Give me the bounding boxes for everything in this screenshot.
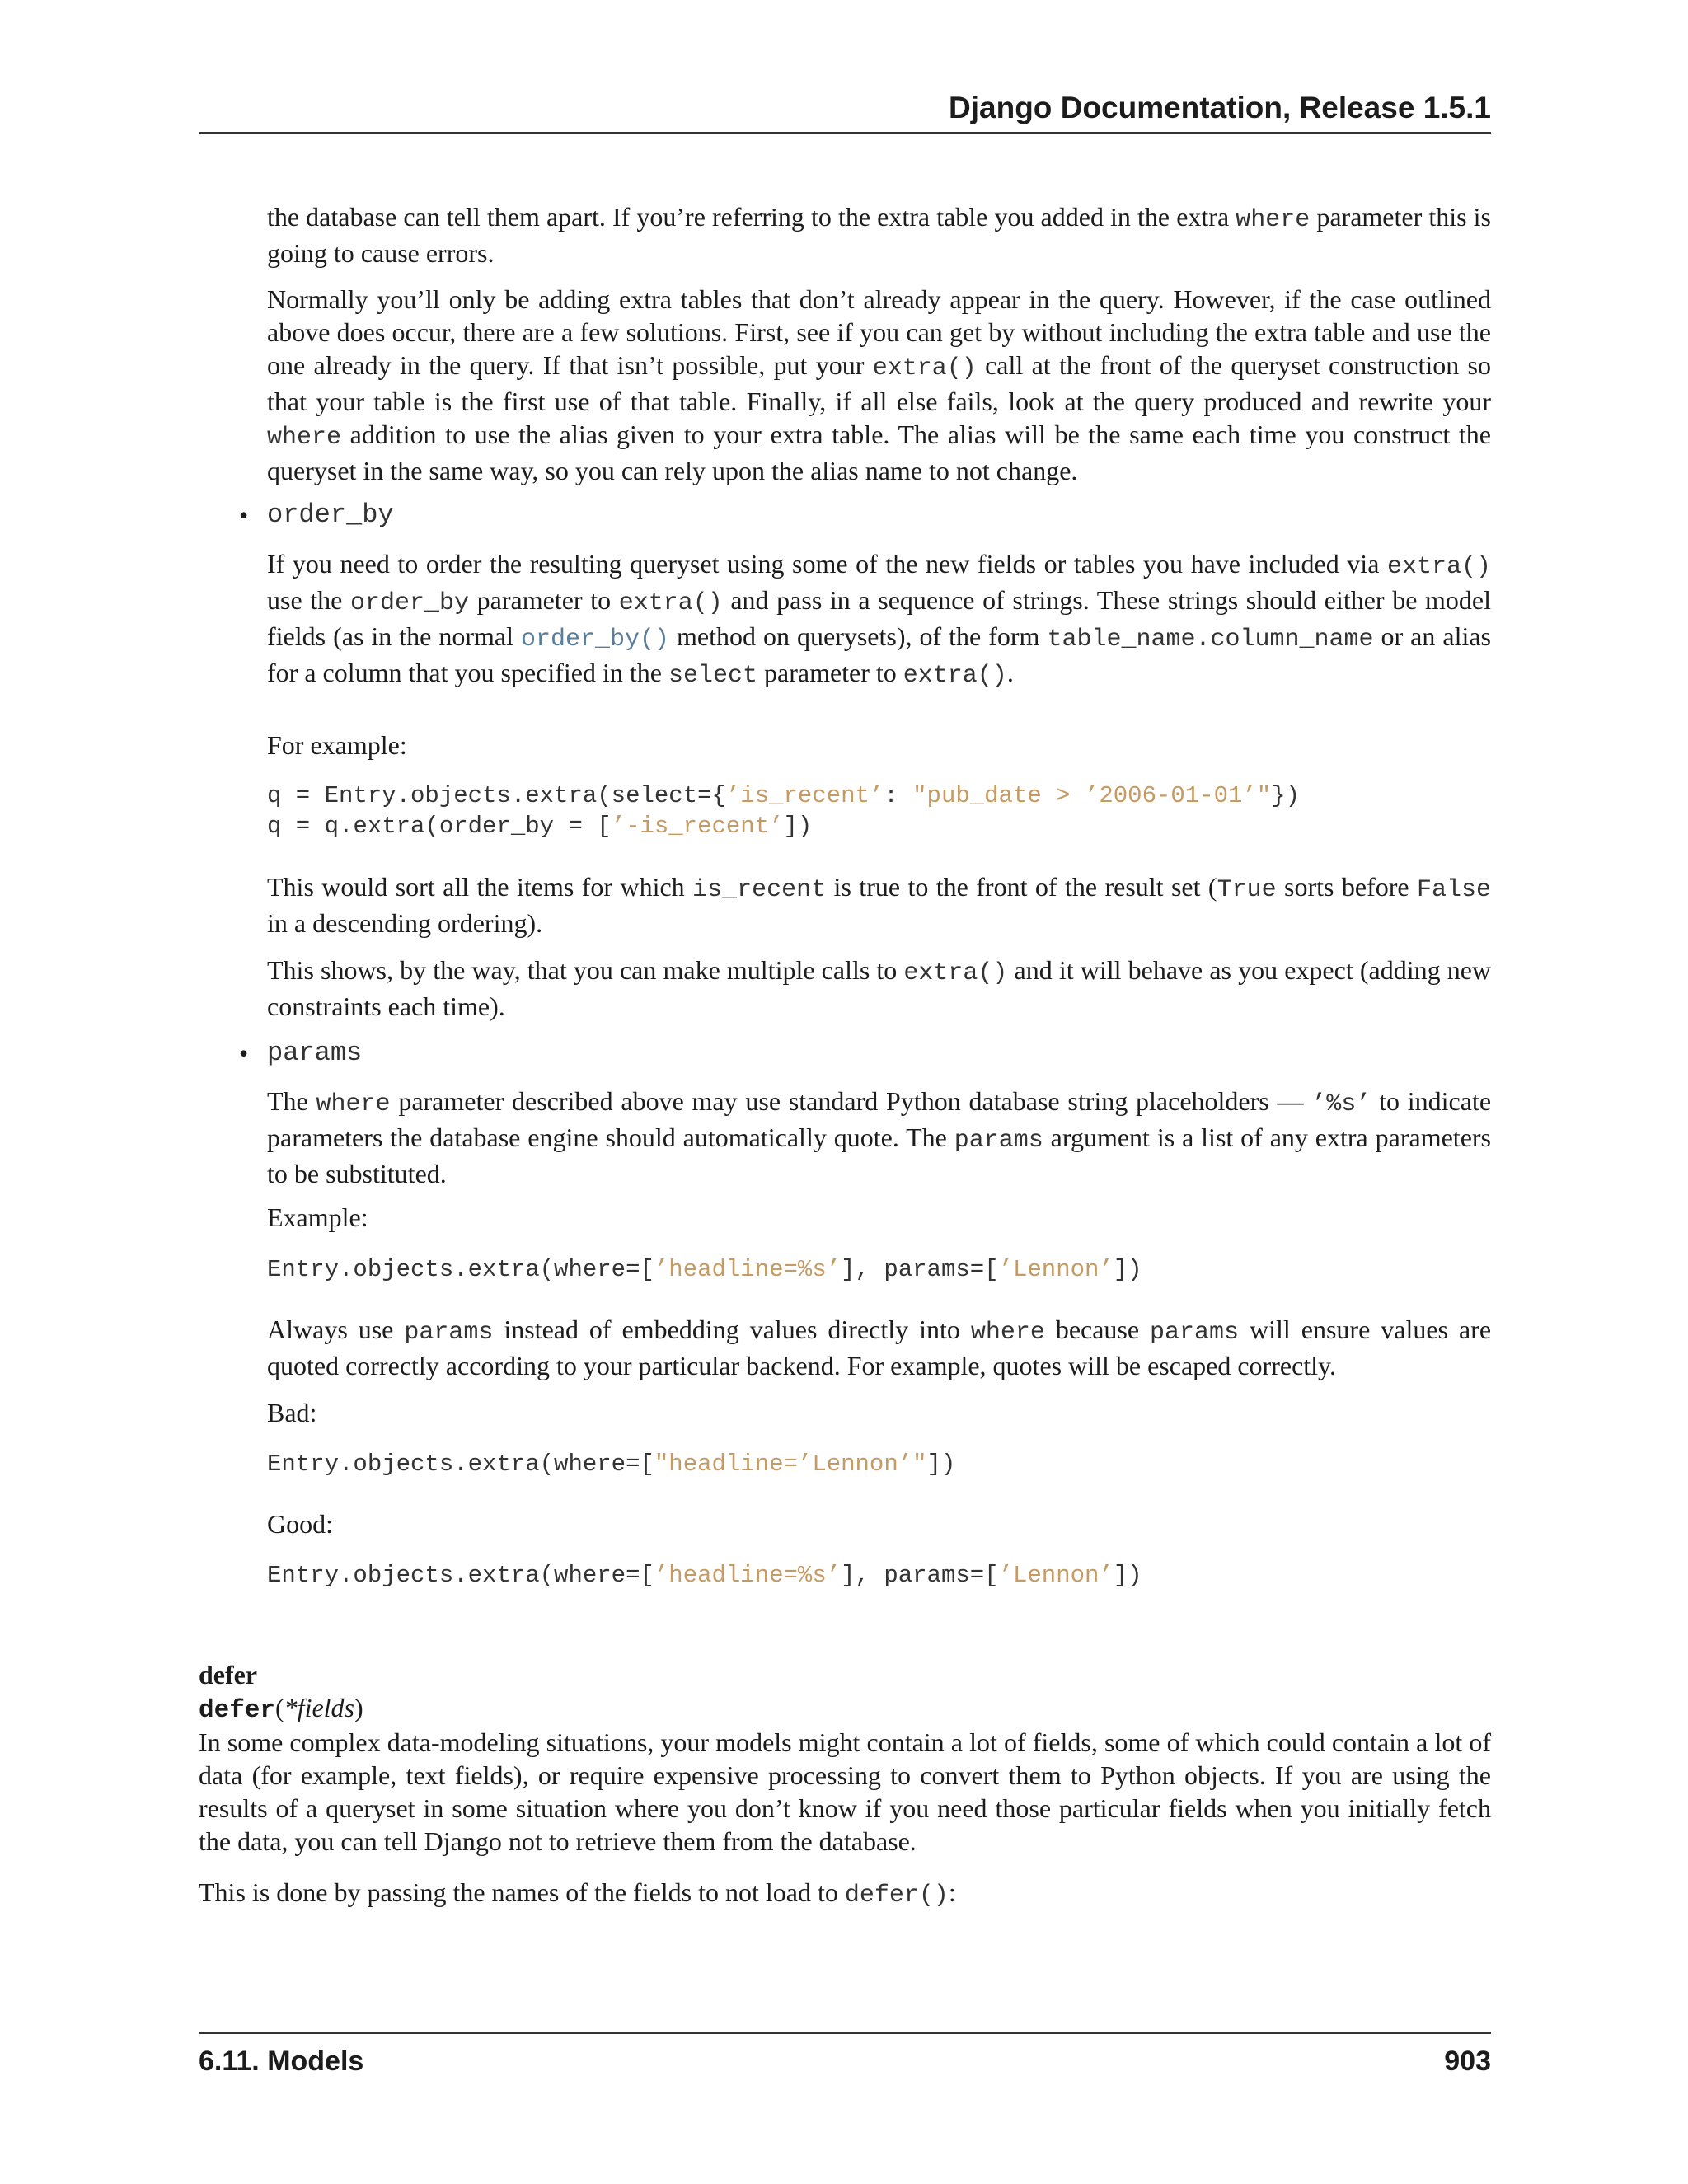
text: because (1044, 1315, 1151, 1344)
text: parameter described above may use standard Python database string placeholders — (390, 1086, 1312, 1116)
text: Always use (267, 1315, 405, 1344)
code-text: q = q.extra(order_by = [ (267, 813, 612, 840)
page-number: 903 (1444, 2046, 1491, 2077)
code-text: Entry.objects.extra(where=[ (267, 1562, 654, 1589)
code-text: Entry.objects.extra(where=[ (267, 1451, 654, 1478)
text: in a descending ordering). (267, 908, 543, 938)
text: Normally you’ll only be adding extra tables that don’t already appear in the query. However, if the case outlined above does occur, there are a few solutions. First, see if you can get by without including the extra table and use the one already in the query. If that isn’t possible, put your (267, 284, 1491, 380)
code-text: q = Entry.objects.extra(select={ (267, 782, 726, 809)
header-title: Django Documentation, Release 1.5.1 (949, 91, 1491, 124)
code-text: Entry.objects.extra(where=[ (267, 1256, 654, 1283)
code-string: ’Lennon’ (998, 1562, 1114, 1589)
inline-code: where (970, 1319, 1045, 1347)
text: use the (267, 585, 350, 615)
paragraph (199, 1876, 1491, 1912)
paragraph: In some complex data-modeling situations, your models might contain a lot of fields, some of which could contain a lot of data (for example, text fields), or require expensive processing to convert them to Python objects. If you are using the results of a queryset in some situation where you don’t know if you need those particular fields when you initially fetch the data, you can tell Django not to retrieve them from the database. (199, 1727, 1491, 1856)
inline-code: True (1217, 876, 1277, 904)
paragraph: For example: (267, 730, 407, 760)
paragraph (267, 954, 1491, 1023)
inline-code: extra() (903, 662, 1007, 690)
inline-code: defer() (844, 1882, 949, 1910)
paragraph: Bad: (267, 1398, 317, 1427)
paragraph: Example: (267, 1202, 368, 1232)
text: argument is a list of any extra parameters to be substituted. (267, 1122, 1491, 1188)
paragraph (267, 200, 1491, 269)
paragraph (267, 1313, 1491, 1382)
inline-code: extra() (618, 589, 723, 617)
text: : (948, 1877, 956, 1907)
bullet-term: params (267, 1038, 363, 1068)
inline-code: where (1236, 206, 1311, 234)
text: The (267, 1086, 316, 1116)
inline-code: where (267, 424, 342, 452)
text: the database can tell them apart. If you’re referring to the extra table you added in the extra (267, 202, 1236, 232)
inline-code: extra() (872, 354, 977, 382)
page-header (199, 91, 1491, 134)
text: will ensure values are quoted correctly according to your particular backend. For example, quotes will be escaped correctly. (267, 1315, 1492, 1380)
inline-code: is_recent (692, 876, 827, 904)
text: method on querysets), of the form (669, 621, 1048, 651)
text: parameter to (757, 658, 903, 687)
inline-code: params (1150, 1319, 1240, 1347)
inline-code: ’%s’ (1311, 1090, 1372, 1118)
bullet-marker: • (239, 1038, 249, 1068)
code-block (267, 1449, 955, 1479)
signature-paren: ( (275, 1693, 284, 1722)
code-string: ’-is_recent’ (611, 813, 784, 840)
page-footer (199, 2032, 1491, 2083)
footer-section: 6.11. Models (199, 2046, 364, 2077)
text: and pass in a sequence of strings. These strings should either be model fields (as in the normal (267, 585, 1492, 651)
text: This would sort all the items for which (267, 872, 693, 902)
code-block (267, 1560, 1142, 1591)
inline-code: extra() (903, 959, 1008, 987)
code-string: "headline=’Lennon’" (654, 1451, 927, 1478)
text: or an alias for a column that you specified in the (267, 621, 1492, 687)
text: . (1006, 658, 1014, 687)
inline-code: params (404, 1319, 494, 1347)
code-string: ’is_recent’ (725, 782, 884, 809)
text: parameter to (469, 585, 619, 615)
text: and it will behave as you expect (adding new constraints each time). (267, 955, 1492, 1021)
method-args: *fields (284, 1693, 354, 1722)
text: call at the front of the queryset construction so that your table is the first use of that table. Finally, if all else fails, look at the query produced and rewrite your (267, 350, 1492, 416)
code-text: ]) (1113, 1256, 1142, 1283)
order-by-link[interactable]: order_by() (521, 626, 670, 654)
text: sorts before (1276, 872, 1417, 902)
signature-paren: ) (354, 1693, 363, 1722)
text: is true to the front of the result set ( (826, 872, 1217, 902)
section-heading: defer (199, 1660, 258, 1690)
paragraph (267, 283, 1491, 487)
code-string: ’headline=%s’ (654, 1256, 842, 1283)
inline-code: select (668, 662, 757, 690)
code-block (267, 1254, 1142, 1285)
paragraph (267, 547, 1491, 692)
inline-code: where (316, 1090, 391, 1118)
code-string: ’headline=%s’ (654, 1562, 842, 1589)
text: to indicate parameters the database engine should automatically quote. The (267, 1086, 1492, 1152)
code-string: ’Lennon’ (998, 1256, 1114, 1283)
code-text: ]) (1113, 1562, 1142, 1589)
method-signature (199, 1693, 363, 1725)
bullet-term: order_by (267, 499, 394, 530)
code-text: : (884, 782, 913, 809)
inline-code: table_name.column_name (1047, 626, 1374, 654)
code-text: ]) (783, 813, 813, 840)
text: If you need to order the resulting queryset using some of the new fields or tables you have included via (267, 549, 1387, 579)
code-block (267, 780, 1300, 841)
paragraph: Good: (267, 1509, 333, 1539)
code-text: ], params=[ (841, 1256, 999, 1283)
inline-code: params (954, 1127, 1043, 1155)
inline-code: extra() (1386, 553, 1491, 581)
inline-code: order_by (350, 589, 470, 617)
text: This is done by passing the names of the fields to not load to (199, 1877, 845, 1907)
text: parameter this is going to cause errors. (267, 202, 1492, 268)
code-text: }) (1271, 782, 1301, 809)
code-text: ], params=[ (841, 1562, 999, 1589)
paragraph (267, 1085, 1491, 1190)
text: addition to use the alias given to your extra table. The alias will be the same each time you construct the queryset in the same way, so you can rely upon the alias name to not change. (267, 419, 1491, 485)
bullet-marker: • (239, 500, 249, 530)
paragraph (267, 870, 1491, 940)
text: This shows, by the way, that you can make multiple calls to (267, 955, 904, 985)
text: instead of embedding values directly into (493, 1315, 971, 1344)
method-name: defer (199, 1696, 276, 1725)
code-text: ]) (926, 1451, 956, 1478)
inline-code: False (1417, 876, 1492, 904)
code-string: "pub_date > ’2006-01-01’" (912, 782, 1272, 809)
